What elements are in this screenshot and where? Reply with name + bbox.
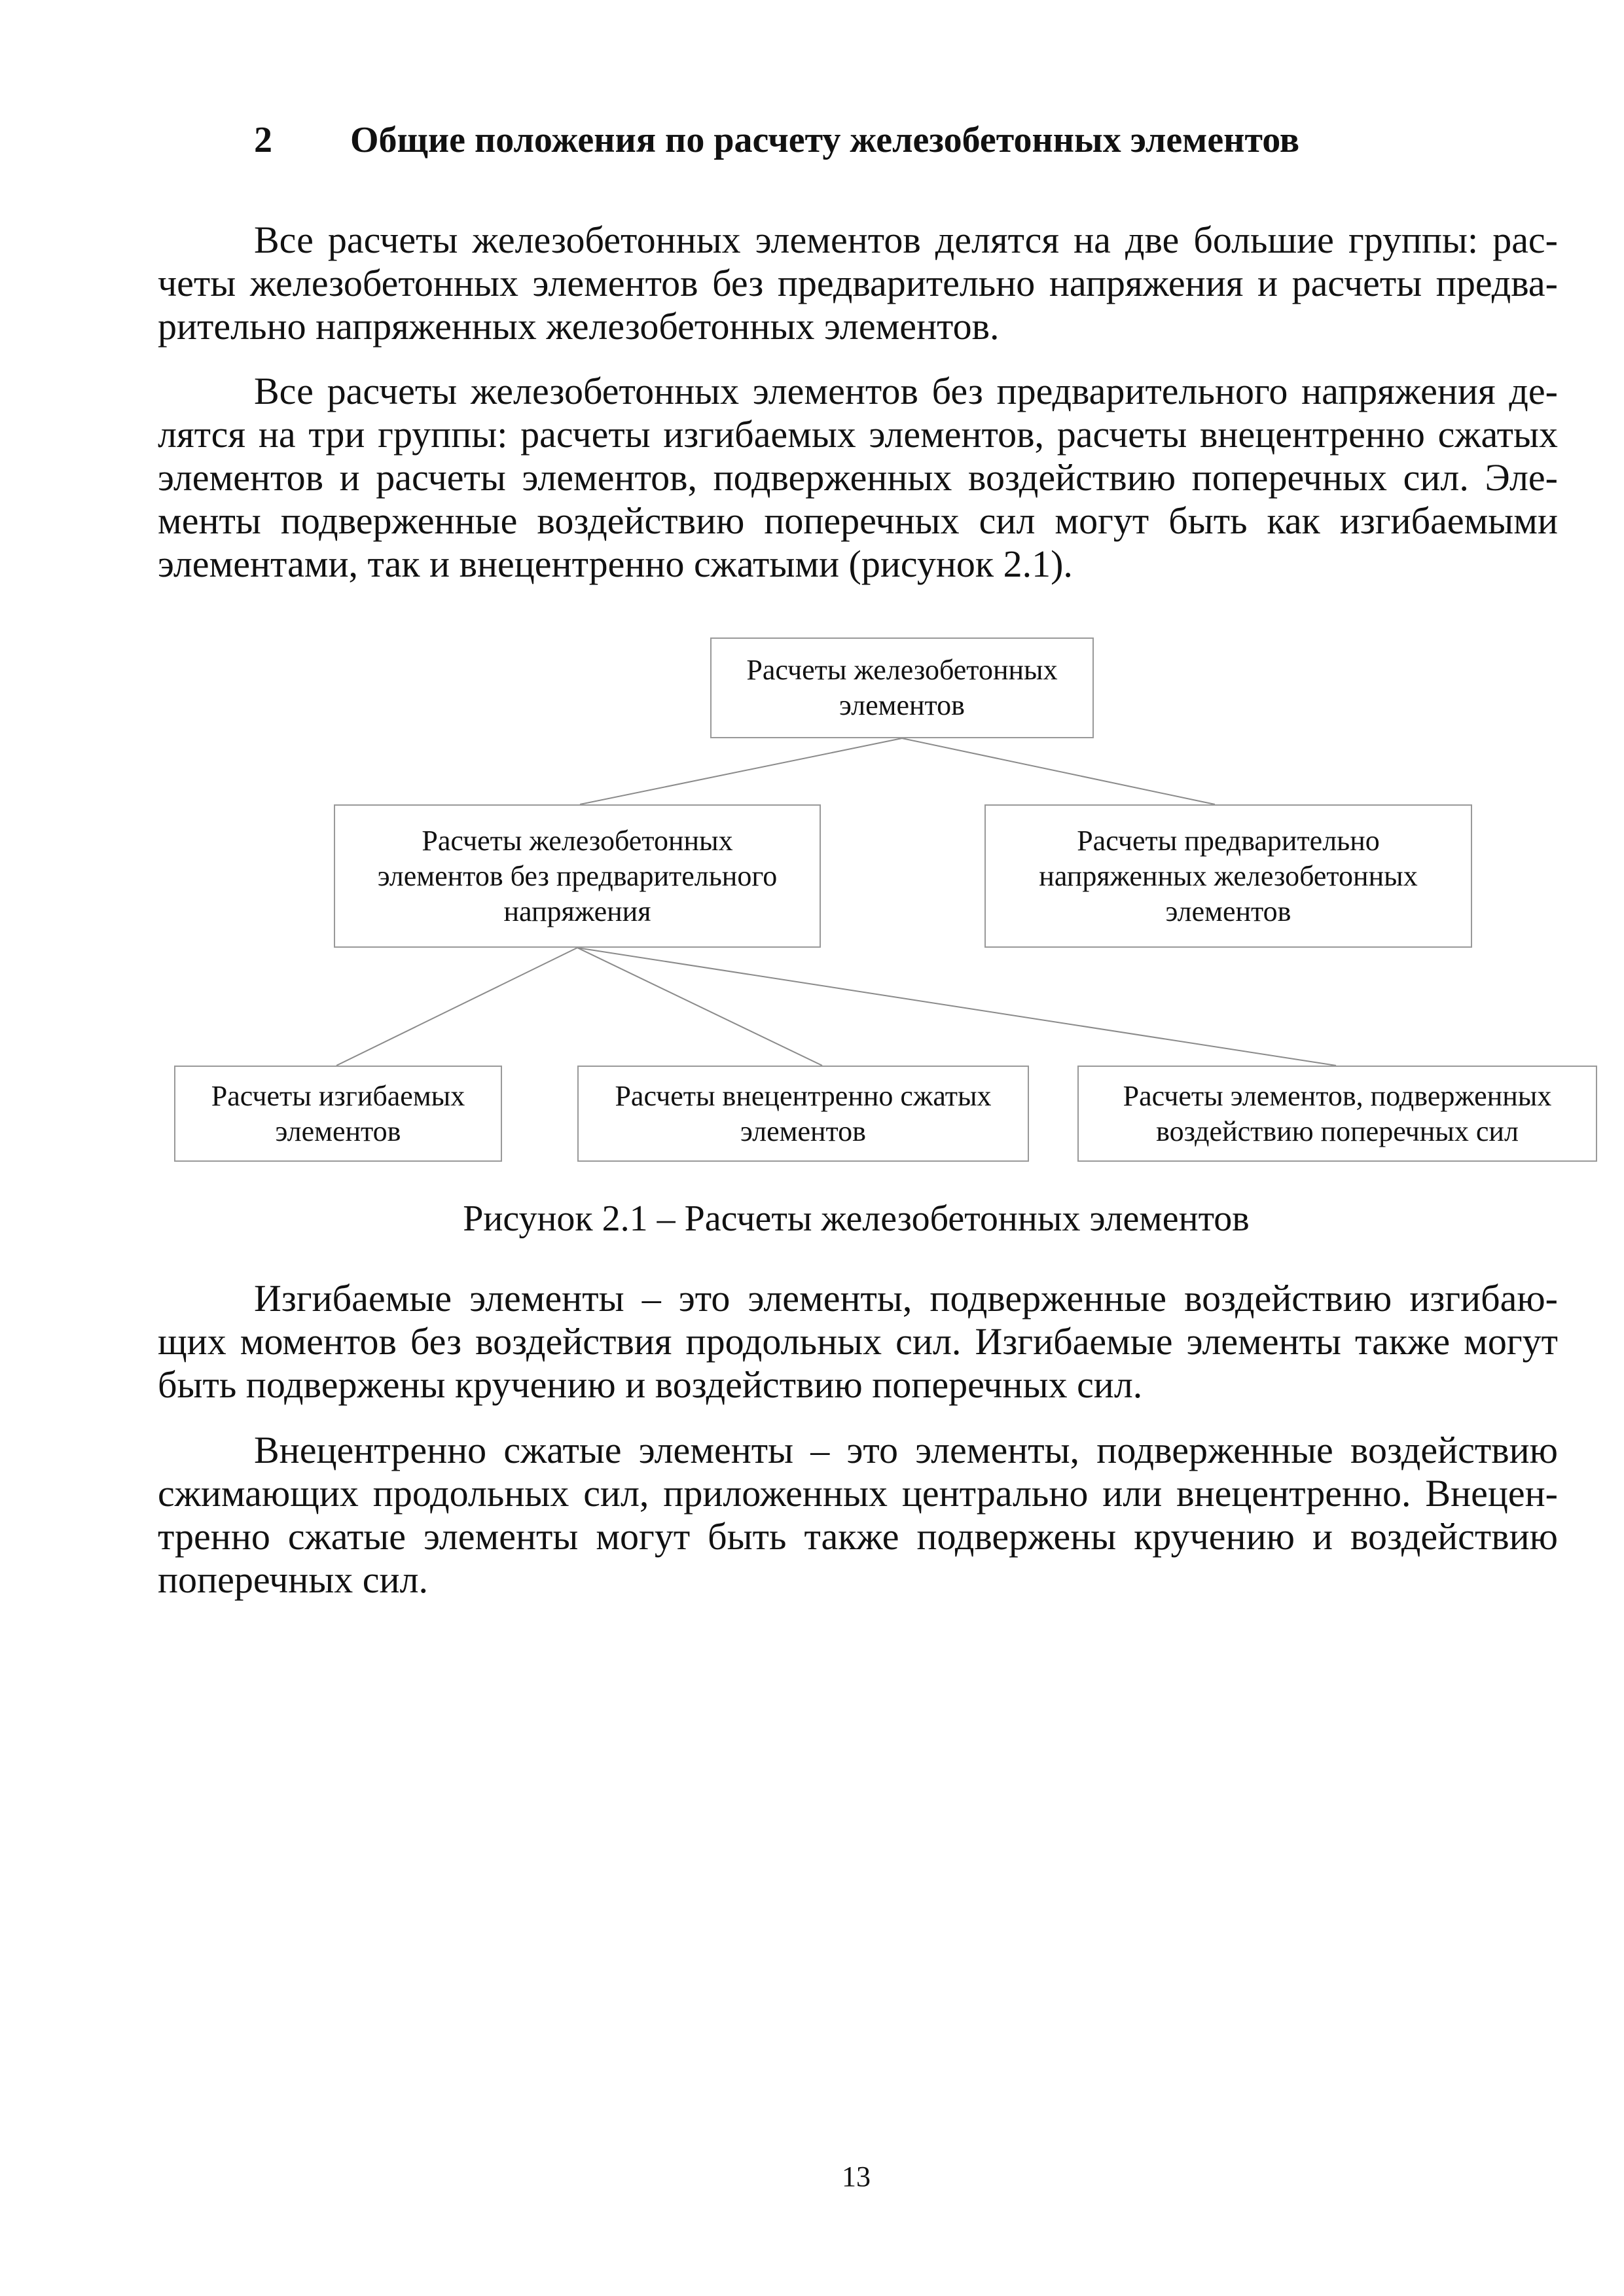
- text-line: поперечных сил.: [158, 1558, 429, 1601]
- text-line: Все расчеты железобетонных элементов делятся на две большие группы: рас-: [254, 219, 1558, 261]
- box-text: Расчеты элементов, подверженных: [1123, 1079, 1552, 1112]
- box-text: напряжения: [503, 895, 651, 927]
- box-text: Расчеты железобетонных: [422, 824, 733, 857]
- text-line: менты подверженные воздействию поперечных сил могут быть как изгибаемыми: [158, 499, 1558, 542]
- text-line: щих моментов без воздействия продольных сил. Изгибаемые элементы также могут: [158, 1320, 1558, 1363]
- paragraph-3: [158, 1277, 1558, 1407]
- box-text: воздействию поперечных сил: [1156, 1115, 1519, 1147]
- box-text: элементов: [740, 1115, 866, 1147]
- diagram-box-prestressed: [984, 804, 1472, 948]
- box-text: элементов без предварительного: [377, 859, 778, 892]
- section-number: 2: [254, 120, 272, 160]
- paragraph-4: [158, 1429, 1558, 1602]
- connector-line: [336, 948, 577, 1066]
- diagram-box-bending: [174, 1066, 502, 1162]
- figure-caption: Рисунок 2.1 – Расчеты железобетонных элементов: [463, 1198, 1250, 1239]
- text-line: четы железобетонных элементов без предварительно напряжения и расчеты предва-: [158, 262, 1558, 304]
- text-line: Все расчеты железобетонных элементов без предварительного напряжения де-: [254, 370, 1558, 412]
- text-line: Изгибаемые элементы – это элементы, подверженные воздействию изгибаю-: [254, 1277, 1558, 1319]
- connector-line: [577, 948, 1336, 1066]
- box-text: Расчеты предварительно: [1077, 824, 1380, 857]
- connector-line: [577, 948, 822, 1066]
- box-text: элементов: [839, 689, 965, 721]
- page-number: 13: [842, 2161, 871, 2193]
- text-line: элементами, так и внецентренно сжатыми (рисунок 2.1).: [158, 543, 1073, 585]
- diagram-box-eccentric-compression: [577, 1066, 1029, 1162]
- text-line: сжимающих продольных сил, приложенных центрально или внецентренно. Внецен-: [158, 1472, 1558, 1515]
- section-title: Общие положения по расчету железобетонных элементов: [350, 120, 1300, 160]
- text-line: тренно сжатые элементы могут быть также подвержены кручению и воздействию: [158, 1515, 1558, 1558]
- text-line: лятся на три группы: расчеты изгибаемых элементов, расчеты внецентренно сжатых: [158, 413, 1558, 456]
- text-line: рительно напряженных железобетонных элементов.: [158, 305, 1000, 348]
- box-text: Расчеты внецентренно сжатых: [615, 1079, 992, 1112]
- connector-line: [580, 738, 902, 804]
- box-text: Расчеты железобетонных: [746, 654, 1058, 686]
- diagram-box-non-prestressed: [334, 804, 821, 948]
- diagram-box-root: [710, 637, 1094, 738]
- text-line: быть подвержены кручению и воздействию поперечных сил.: [158, 1363, 1143, 1406]
- box-text: элементов: [275, 1115, 401, 1147]
- text-line: Внецентренно сжатые элементы – это элементы, подверженные воздействию: [254, 1429, 1558, 1471]
- connector-line: [902, 738, 1215, 804]
- diagram-box-shear: [1077, 1066, 1597, 1162]
- box-text: элементов: [1165, 895, 1291, 927]
- text-line: элементов и расчеты элементов, подверженных воздействию поперечных сил. Эле-: [158, 456, 1558, 499]
- box-text: напряженных железобетонных: [1039, 859, 1418, 892]
- box-text: Расчеты изгибаемых: [211, 1079, 465, 1112]
